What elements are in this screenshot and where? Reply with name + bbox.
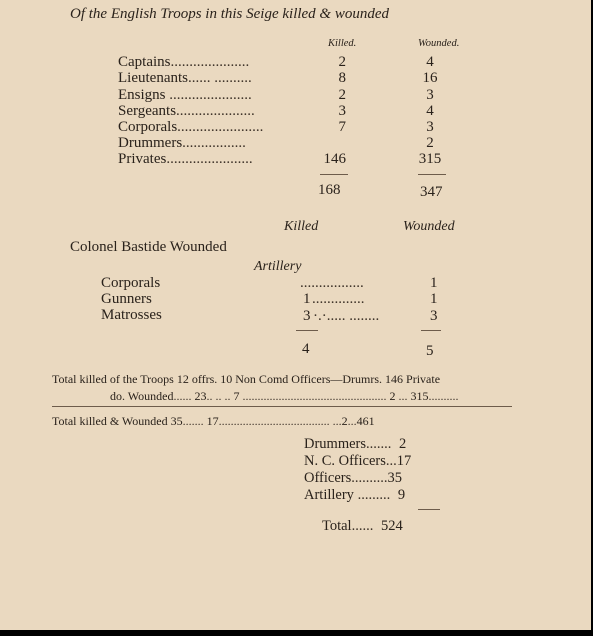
total-wounded: 347 xyxy=(420,184,443,200)
leader-dots: ................. xyxy=(300,275,364,291)
table-cell-wounded: 2 xyxy=(426,135,434,151)
summary-row: Drummers....... 2 xyxy=(304,436,407,452)
table-cell-killed: 3 xyxy=(303,308,311,324)
sum-rule-killed xyxy=(296,330,318,331)
summary-total: Total...... 524 xyxy=(322,518,403,534)
killed-column-header: Killed. xyxy=(328,38,357,49)
sum-rule-wounded xyxy=(418,174,446,175)
total-killed-wounded-line: Total killed & Wounded 35....... 17..................................... ...2...461 xyxy=(52,414,375,428)
sum-rule-wounded xyxy=(421,330,441,331)
wounded-line: do. Wounded...... 23.. .. .. 7 ................................................ 2 ... 315.......... xyxy=(110,389,459,403)
leader-dots: ·.·..... ........ xyxy=(313,308,380,324)
table-row-label: Corporals....................... xyxy=(118,119,264,135)
table-row-label: Lieutenants...... .......... xyxy=(118,70,252,86)
table-row-label: Ensigns ...................... xyxy=(118,87,252,103)
table-cell-wounded: 1 xyxy=(430,291,438,307)
table-row-label: Corporals xyxy=(101,275,161,291)
table-cell-wounded: 1 xyxy=(430,275,438,291)
table-cell-killed: 2 xyxy=(338,87,346,103)
table-cell-wounded: 3 xyxy=(426,87,434,103)
table-row-label: Drummers................. xyxy=(118,135,246,151)
sum-rule xyxy=(418,509,440,510)
wounded-column-header: Wounded. xyxy=(418,38,460,49)
table-cell-wounded: 315 xyxy=(418,151,442,167)
divider xyxy=(52,406,512,407)
total-killed-line: Total killed of the Troops 12 offrs. 10 Non Comd Officers—Drumrs. 146 Private xyxy=(52,372,441,386)
killed-column-header-2: Killed xyxy=(284,219,319,234)
wounded-column-header-2: Wounded xyxy=(403,219,455,234)
artillery-heading: Artillery xyxy=(254,259,302,274)
leader-dots: .............. xyxy=(312,291,365,307)
summary-row: Artillery ......... 9 xyxy=(304,487,406,503)
table-cell-killed: 1 xyxy=(303,291,311,307)
table-cell-wounded: 4 xyxy=(426,54,434,70)
table-row-label: Captains..................... xyxy=(118,54,250,70)
summary-row: Officers..........35 xyxy=(304,470,402,486)
table-cell-wounded: 4 xyxy=(426,103,434,119)
total-killed: 168 xyxy=(318,182,341,198)
table-cell-killed: 146 xyxy=(323,151,346,167)
table-cell-killed: 7 xyxy=(338,119,346,135)
table-row-label: Matrosses xyxy=(101,307,162,323)
colonel-note: Colonel Bastide Wounded xyxy=(70,239,227,255)
total-killed: 4 xyxy=(302,341,310,357)
page-title: Of the English Troops in this Seige killed & wounded xyxy=(70,6,390,22)
table-cell-wounded: 3 xyxy=(430,308,438,324)
table-cell-wounded: 16 xyxy=(422,70,438,86)
table-cell-killed: 2 xyxy=(338,54,346,70)
table-cell-wounded: 3 xyxy=(426,119,434,135)
table-row-label: Sergeants..................... xyxy=(118,103,255,119)
table-cell-killed: 3 xyxy=(338,103,346,119)
summary-row: N. C. Officers...17 xyxy=(304,453,412,469)
sum-rule-killed xyxy=(320,174,348,175)
total-wounded: 5 xyxy=(426,343,434,359)
table-cell-killed: 8 xyxy=(338,70,346,86)
table-row-label: Gunners xyxy=(101,291,152,307)
table-row-label: Privates....................... xyxy=(118,151,253,167)
